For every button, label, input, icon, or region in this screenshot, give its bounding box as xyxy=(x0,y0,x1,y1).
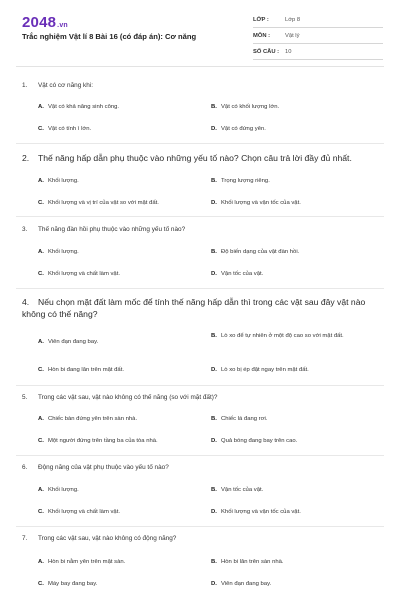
option-text: Khối lượng và chất làm vật. xyxy=(48,271,120,277)
option-text: Khối lượng và vị trí của vật so với mặt đất. xyxy=(48,200,159,206)
option-letter: C. xyxy=(38,367,44,373)
option-7c[interactable] xyxy=(38,581,97,587)
option-1d[interactable] xyxy=(211,126,266,132)
option-text: Vật có đứng yên. xyxy=(221,126,266,132)
option-letter: B. xyxy=(211,333,217,339)
option-4a[interactable] xyxy=(38,339,98,345)
option-text: Vật có khả năng sinh công. xyxy=(48,104,120,110)
option-letter: C. xyxy=(38,509,44,515)
option-3a[interactable] xyxy=(38,249,79,255)
option-1a[interactable] xyxy=(38,104,119,110)
question-7 xyxy=(22,535,176,542)
option-letter: B. xyxy=(211,487,217,493)
option-6c[interactable] xyxy=(38,509,120,515)
logo-suffix: .vn xyxy=(57,22,68,29)
option-3c[interactable] xyxy=(38,271,120,277)
question-2 xyxy=(22,153,352,163)
option-letter: B. xyxy=(211,104,217,110)
option-letter: B. xyxy=(211,559,217,565)
question-number: 1. xyxy=(22,82,28,89)
option-text: Vận tốc của vật. xyxy=(221,487,264,493)
option-text: Khối lượng. xyxy=(48,487,79,493)
option-text: Vận tốc của vật. xyxy=(221,271,264,277)
info-label: MÔN : xyxy=(253,33,271,39)
question-divider xyxy=(16,385,384,386)
option-text: Khối lượng và vận tốc của vật. xyxy=(221,200,301,206)
question-number: 2. xyxy=(22,153,30,163)
option-letter: D. xyxy=(211,271,217,277)
question-text: Thế năng hấp dẫn phụ thuộc vào những yếu tố nào? Chọn câu trả lời đầy đủ nhất. xyxy=(38,153,352,163)
question-4 xyxy=(22,296,372,320)
option-7a[interactable] xyxy=(38,559,125,565)
option-text: Vật có khối lượng lớn. xyxy=(221,104,280,110)
question-text: Động năng của vật phụ thuộc vào yếu tố nào? xyxy=(38,464,169,471)
question-5 xyxy=(22,394,217,401)
option-text: Một người đứng trên tầng ba của tòa nhà. xyxy=(48,438,158,444)
info-label: LỚP : xyxy=(253,17,269,23)
option-letter: A. xyxy=(38,559,44,565)
option-letter: C. xyxy=(38,581,44,587)
option-letter: B. xyxy=(211,178,217,184)
info-value: Vật lý xyxy=(285,33,300,39)
option-1c[interactable] xyxy=(38,126,91,132)
question-text: Thế năng đàn hồi phụ thuộc vào những yếu tố nào? xyxy=(38,226,186,233)
question-3 xyxy=(22,226,185,233)
info-value: 10 xyxy=(285,49,292,55)
option-text: Hòn bi đang lăn trên mặt đất. xyxy=(48,367,124,373)
option-text: Quả bóng đang bay trên cao. xyxy=(221,438,298,444)
question-number: 4. xyxy=(22,297,30,307)
option-letter: C. xyxy=(38,200,44,206)
question-number: 5. xyxy=(22,394,28,401)
option-5b[interactable] xyxy=(211,416,267,422)
question-divider xyxy=(16,526,384,527)
option-letter: D. xyxy=(211,438,217,444)
option-text: Khối lượng và chất làm vật. xyxy=(48,509,120,515)
option-letter: C. xyxy=(38,126,44,132)
option-letter: D. xyxy=(211,509,217,515)
option-2c[interactable] xyxy=(38,200,159,206)
question-text: Trong các vật sau, vật nào không có động năng? xyxy=(38,535,177,542)
question-divider xyxy=(16,455,384,456)
option-text: Khối lượng. xyxy=(48,178,79,184)
option-text: Khối lượng và vận tốc của vật. xyxy=(221,509,301,515)
logo-text: 2048 xyxy=(22,14,57,31)
option-letter: B. xyxy=(211,416,217,422)
option-letter: C. xyxy=(38,271,44,277)
option-text: Vật có tính ì lớn. xyxy=(48,126,92,132)
option-text: Khối lượng. xyxy=(48,249,79,255)
question-6 xyxy=(22,464,169,471)
option-2a[interactable] xyxy=(38,178,79,184)
option-letter: D. xyxy=(211,126,217,132)
question-number: 7. xyxy=(22,535,28,542)
option-5a[interactable] xyxy=(38,416,137,422)
option-letter: A. xyxy=(38,487,44,493)
option-letter: D. xyxy=(211,581,217,587)
option-letter: A. xyxy=(38,416,44,422)
info-value: Lớp 8 xyxy=(285,17,301,23)
question-text: Trong các vật sau, vật nào không có thế năng (so với mặt đất)? xyxy=(38,394,218,401)
option-2d[interactable] xyxy=(211,200,301,206)
option-text: Hòn bi lăn trên sàn nhà. xyxy=(221,559,284,565)
question-number: 6. xyxy=(22,464,28,471)
option-text: Trọng lượng riêng. xyxy=(221,178,270,184)
option-6b[interactable] xyxy=(211,487,263,493)
option-text: Máy bay đang bay. xyxy=(48,581,98,587)
option-letter: A. xyxy=(38,104,44,110)
option-text: Độ biến dạng của vật đàn hồi. xyxy=(221,249,300,255)
option-7b[interactable] xyxy=(211,559,284,565)
option-4c[interactable] xyxy=(38,367,124,373)
option-3d[interactable] xyxy=(211,271,263,277)
question-number: 3. xyxy=(22,226,28,233)
option-letter: B. xyxy=(211,249,217,255)
option-text: Lò xo bị ép đặt ngay trên mặt đất. xyxy=(221,367,309,373)
option-letter: A. xyxy=(38,339,44,345)
option-6a[interactable] xyxy=(38,487,79,493)
option-4b[interactable] xyxy=(211,332,381,340)
question-divider xyxy=(16,216,384,217)
question-divider xyxy=(16,143,384,144)
option-text: Chiếc lá đang rơi. xyxy=(221,416,268,422)
question-divider xyxy=(16,288,384,289)
option-3b[interactable] xyxy=(211,249,299,255)
option-text: Hòn bi nằm yên trên mặt sàn. xyxy=(48,559,126,565)
option-text: Lò xo để tự nhiên ở một độ cao so với mặt đất. xyxy=(221,333,344,339)
option-2b[interactable] xyxy=(211,178,270,184)
option-letter: A. xyxy=(38,249,44,255)
question-1 xyxy=(22,82,93,89)
question-text: Vật có cơ năng khi: xyxy=(38,82,93,89)
page-title: Trắc nghiệm Vật lí 8 Bài 16 (có đáp án): Cơ năng xyxy=(22,32,197,41)
option-6d[interactable] xyxy=(211,509,301,515)
option-1b[interactable] xyxy=(211,104,279,110)
option-5d[interactable] xyxy=(211,438,297,444)
option-5c[interactable] xyxy=(38,438,158,444)
option-4d[interactable] xyxy=(211,367,309,373)
option-text: Viên đạn đang bay. xyxy=(221,581,272,587)
option-7d[interactable] xyxy=(211,581,271,587)
option-letter: D. xyxy=(211,367,217,373)
option-letter: C. xyxy=(38,438,44,444)
info-label: SỐ CÂU : xyxy=(253,49,280,55)
option-letter: A. xyxy=(38,178,44,184)
option-text: Viên đạn đang bay. xyxy=(48,339,99,345)
option-letter: D. xyxy=(211,200,217,206)
question-text: Nếu chọn mặt đất làm mốc để tính thế năng hấp dẫn thì trong các vật sau đây vật nào không có thế năng? xyxy=(22,297,366,319)
option-text: Chiếc bàn đứng yên trên sàn nhà. xyxy=(48,416,138,422)
